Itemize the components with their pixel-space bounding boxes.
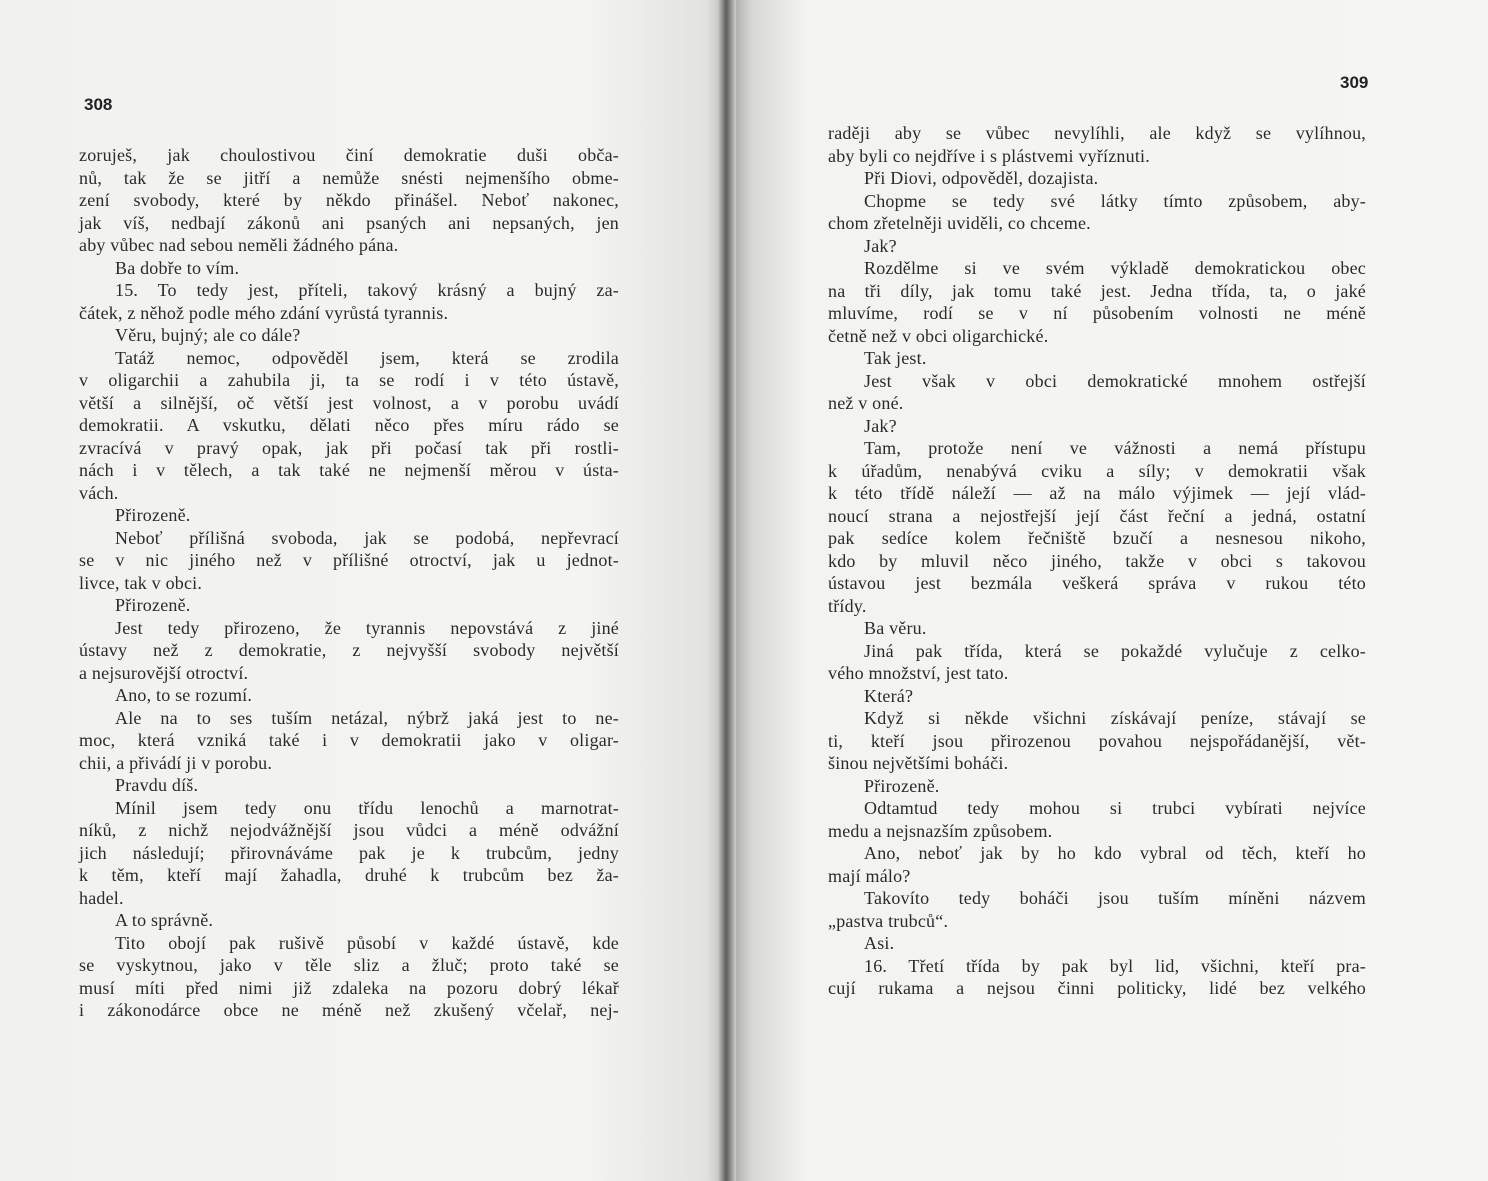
page-number-right: 309 xyxy=(1340,73,1369,92)
text-line: 16. Třetí třída by pak byl lid, všichni, kteří pra- xyxy=(864,955,1366,976)
text-line: nách i v tělech, a tak také ne nejmenší měrou v ústa- xyxy=(79,460,619,480)
text-line: moc, která vzniká také i v demokratii jako v oligar- xyxy=(79,730,619,750)
text-line: se vyskytnou, jako v těle sliz a žluč; proto také se xyxy=(79,955,619,975)
text-line: Mínil jsem tedy onu třídu lenochů a marnotrat- xyxy=(115,797,619,818)
text-line: kdo by mluvil něco jiného, takže v obci s takovou xyxy=(828,550,1366,571)
page-number-left: 308 xyxy=(84,95,113,114)
text-line: zení svobody, které by někdo přinášel. Neboť nakonec, xyxy=(79,190,619,210)
text-line: k těm, kteří mají žahadla, druhé k trubcům bez ža- xyxy=(79,865,619,885)
text-line: Ba věru. xyxy=(864,618,927,638)
text-line: i zákonodárce obce ne méně než zkušený včelař, nej- xyxy=(79,1000,619,1020)
text-line: Neboť přílišná svoboda, jak se podobá, nepřevrací xyxy=(115,527,619,548)
text-line: Chopme se tedy své látky tímto způsobem, aby- xyxy=(864,190,1366,211)
text-line: medu a nejsnazším způsobem. xyxy=(828,820,1053,841)
text-line: raději aby se vůbec nevylíhli, ale když se vylíhnou, xyxy=(828,123,1366,143)
text-line: aby vůbec nad sebou neměli žádného pána. xyxy=(79,235,399,255)
text-line: Když si někde všichni získávají peníze, stávají se xyxy=(864,708,1366,728)
text-line: se v nic jiného než v přílišné otroctví, jak u jednot- xyxy=(79,550,619,570)
book-gutter xyxy=(718,0,736,1181)
left-page xyxy=(0,0,728,1181)
text-line: níků, z nichž nejodvážnější jsou vůdci a méně odvážní xyxy=(79,820,619,840)
text-line: mají málo? xyxy=(828,865,911,886)
text-line: k této třídě náleží — až na málo výjimek — její vlád- xyxy=(828,483,1366,503)
text-line: než v oné. xyxy=(828,393,904,413)
text-line: livce, tak v obci. xyxy=(79,572,203,593)
text-line: Takovíto tedy boháči jsou tuším míněni názvem xyxy=(864,888,1366,908)
text-line: Pravdu díš. xyxy=(115,775,199,795)
text-line: pak sedíce kolem řečniště bzučí a nesnesou nikoho, xyxy=(828,528,1366,548)
text-line: Asi. xyxy=(864,933,895,953)
text-line: vého množství, jest tato. xyxy=(828,663,1009,683)
text-line: zvracívá v pravý opak, jak při počasí tak při rostli- xyxy=(79,437,619,458)
text-line: šinou největšími boháči. xyxy=(828,753,1009,773)
text-line: Ano, neboť jak by ho kdo vybral od těch, kteří ho xyxy=(864,843,1366,863)
text-line: čátek, z něhož podle mého zdání vyrůstá tyrannis. xyxy=(79,302,449,323)
text-line: Jest však v obci demokratické mnohem ostřejší xyxy=(864,370,1366,391)
text-line: Jest tedy přirozeno, že tyrannis nepovstává z jiné xyxy=(115,617,619,638)
text-line: demokratii. A vskutku, dělati něco přes míru rádo se xyxy=(79,415,619,435)
text-line: Ano, to se rozumí. xyxy=(115,685,253,705)
text-line: A to správně. xyxy=(115,910,214,930)
text-line: ústavy než z demokratie, z nejvyšší svobody největší xyxy=(79,640,619,660)
text-line: aby byli co nejdříve i s plástvemi vyříznuti. xyxy=(828,145,1150,166)
text-line: ústavou jest bezmála veškerá správa v rukou této xyxy=(828,573,1366,593)
right-page-text xyxy=(828,122,1366,1000)
text-line: Tam, protože není ve vážnosti a nemá přístupu xyxy=(864,438,1366,458)
text-line: Odtamtud tedy mohou si trubci vybírati nejvíce xyxy=(864,798,1366,818)
text-line: Jak? xyxy=(864,235,897,256)
text-line: 15. To tedy jest, příteli, takový krásný a bujný za- xyxy=(115,280,619,300)
text-line: četně než v obci oligarchické. xyxy=(828,325,1049,346)
text-line: Přirozeně. xyxy=(115,595,191,615)
text-line: chii, a přivádí ji v porobu. xyxy=(79,752,273,773)
text-line: Která? xyxy=(864,685,914,706)
text-line: chom zřetelněji uviděli, co chceme. xyxy=(828,213,1091,233)
text-line: a nejsurovější otroctví. xyxy=(79,662,249,683)
text-line: větší a silnější, oč větší jest volnost, a v porobu uvádí xyxy=(79,392,619,413)
text-line: Ba dobře to vím. xyxy=(115,257,240,278)
text-line: Jiná pak třída, která se pokaždé vylučuje z celko- xyxy=(864,640,1366,661)
text-line: hadel. xyxy=(79,887,124,908)
text-line: Tito obojí pak rušivě působí v každé ústavě, kde xyxy=(115,932,619,953)
text-line: musí míti před nimi již zdaleka na pozoru dobrý lékař xyxy=(79,977,619,998)
text-line: noucí strana a nejostřejší její část řeční a jedná, ostatní xyxy=(828,505,1366,526)
text-line: Rozdělme si ve svém výkladě demokratickou obec xyxy=(864,258,1366,278)
text-line: mluvíme, rodí se v ní působením volnosti ne méně xyxy=(828,303,1366,323)
text-line: Věru, bujný; ale co dále? xyxy=(115,325,301,345)
text-line: Přirozeně. xyxy=(115,505,191,525)
text-line: na tři díly, jak tomu také jest. Jedna třída, ta, o jaké xyxy=(828,280,1366,301)
right-page xyxy=(728,0,1488,1181)
text-line: jak víš, nedbají zákonů ani psaných ani nepsaných, jen xyxy=(79,212,619,233)
text-line: „pastva trubců“. xyxy=(828,910,949,931)
text-line: k úřadům, nenabývá cviku a síly; v demokratii však xyxy=(828,460,1366,481)
text-line: zoruješ, jak choulostivou činí demokratie duši obča- xyxy=(79,145,619,165)
text-line: Tak jest. xyxy=(864,348,927,368)
text-line: Přirozeně. xyxy=(864,775,940,796)
text-line: Ale na to ses tuším netázal, nýbrž jaká jest to ne- xyxy=(115,707,619,728)
text-line: vách. xyxy=(79,482,119,503)
text-line: ti, kteří jsou přirozenou povahou nejspořádanější, vět- xyxy=(828,730,1366,751)
left-page-text xyxy=(79,144,619,1022)
text-line: v oligarchii a zahubila ji, ta se rodí i v této ústavě, xyxy=(79,370,619,390)
text-line: Při Diovi, odpověděl, dozajista. xyxy=(864,168,1099,188)
text-line: cují rukama a nejsou činni politicky, lidé bez velkého xyxy=(828,978,1366,998)
text-line: Tatáž nemoc, odpověděl jsem, která se zrodila xyxy=(115,347,619,368)
text-line: třídy. xyxy=(828,595,867,616)
text-line: jich následují; přirovnáváme pak je k trubcům, jedny xyxy=(79,842,619,863)
text-line: nů, tak že se jitří a nemůže snésti nejmenšího obme- xyxy=(79,167,619,188)
text-line: Jak? xyxy=(864,415,897,436)
